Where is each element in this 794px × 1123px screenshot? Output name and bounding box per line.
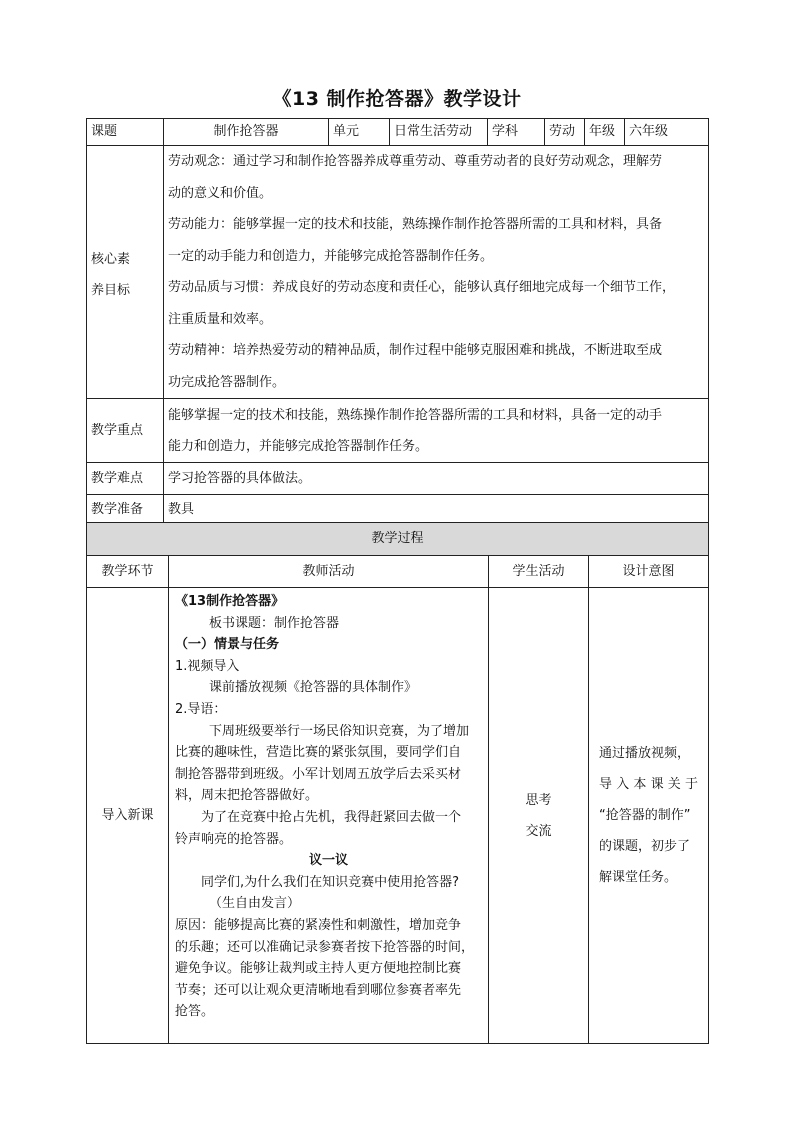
teacher-line: 铃声响亮的抢答器。 [175, 831, 293, 847]
design-line: 通过播放视频， [599, 746, 691, 761]
subject-label: 学科 [488, 119, 545, 146]
core-line: 动的意义和价值。 [168, 185, 273, 201]
core-line: 劳动能力：能够掌握一定的技术和技能，熟练操作制作抢答器所需的工具和材料，具备 [168, 217, 663, 232]
core-label [87, 146, 164, 399]
section-heading: （一）情景与任务 [175, 637, 280, 653]
subject-value: 劳动 [545, 119, 585, 146]
teacher-line: 同学们,为什么我们在知识竞赛中使用抢答器? [201, 874, 460, 890]
teacher-line: 板书课题：制作抢答器 [209, 615, 340, 631]
core-line: 一定的动手能力和创造力，并能够完成抢答器制作任务。 [168, 248, 494, 264]
student-activity [489, 588, 589, 1044]
design-line: 的课题，初步了 [599, 839, 691, 854]
grade-value: 六年级 [625, 119, 709, 146]
core-line: 注重质量和效率。 [168, 311, 273, 327]
core-label-line2: 养目标 [91, 283, 131, 298]
process-table [86, 522, 709, 1044]
teacher-activity [169, 588, 489, 1044]
col-stage-header: 教学环节 [87, 556, 169, 588]
difficulty-label: 教学难点 [87, 463, 164, 495]
core-line: 劳动观念：通过学习和制作抢答器养成尊重劳动、尊重劳动者的良好劳动观念，理解劳 [168, 154, 663, 169]
teacher-line: （生自由发言） [209, 896, 301, 912]
grade-label: 年级 [585, 119, 625, 146]
design-line: 导入本课关于 [599, 777, 699, 792]
preparation-value: 教具 [164, 495, 709, 525]
teacher-line: 节奏；还可以让观众更清晰地看到哪位参赛者率先 [175, 982, 462, 998]
key-point-content [164, 399, 709, 463]
teacher-line: 1.视频导入 [175, 658, 240, 674]
design-line: “抢答器的制作” [599, 808, 691, 823]
lesson-heading: 《13制作抢答器》 [175, 594, 285, 609]
teacher-line: 课前播放视频《抢答器的具体制作》 [209, 680, 418, 696]
design-intent [589, 588, 709, 1044]
core-goals [164, 146, 709, 399]
student-line: 交流 [525, 823, 552, 839]
unit-label: 单元 [329, 119, 390, 146]
overview-table [86, 118, 709, 525]
design-line: 解课堂任务。 [599, 870, 678, 885]
stage-cell: 导入新课 [87, 588, 169, 1044]
teacher-line: 抢答。 [175, 1004, 215, 1020]
discussion-heading: 议一议 [308, 853, 348, 869]
col-design-header: 设计意图 [589, 556, 709, 588]
teacher-line: 比赛的趣味性，营造比赛的紧张氛围，要同学们自 [175, 745, 462, 761]
teacher-line: 原因：能够提高比赛的紧凑性和刺激性，增加竞争 [175, 917, 462, 933]
teacher-line: 2.导语： [175, 701, 227, 717]
col-teacher-header: 教师活动 [169, 556, 489, 588]
difficulty-value: 学习抢答器的具体做法。 [164, 463, 709, 495]
teacher-line: 避免争议。能够让裁判或主持人更方便地控制比赛 [175, 961, 462, 977]
document-title: 《13 制作抢答器》教学设计 [272, 88, 522, 110]
col-student-header: 学生活动 [489, 556, 589, 588]
key-point-line: 能力和创造力，并能够完成抢答器制作任务。 [168, 438, 429, 454]
teacher-line: 料，周末把抢答器做好。 [175, 788, 319, 804]
teacher-line: 制抢答器带到班级。小军计划周五放学后去采买材 [175, 766, 462, 782]
student-line: 思考 [525, 792, 552, 808]
topic-value: 制作抢答器 [164, 119, 329, 146]
key-point-label: 教学重点 [87, 399, 164, 463]
core-label-line1: 核心素 [91, 252, 131, 267]
teacher-line: 的乐趣；还可以准确记录参赛者按下抢答器的时间， [175, 939, 475, 955]
unit-value: 日常生活劳动 [390, 119, 488, 146]
process-header: 教学过程 [87, 523, 709, 556]
teacher-line: 下周班级要举行一场民俗知识竞赛，为了增加 [209, 723, 470, 739]
core-line: 功完成抢答器制作。 [168, 374, 286, 390]
teacher-line: 为了在竞赛中抢占先机，我得赶紧回去做一个 [201, 809, 462, 825]
core-line: 劳动品质与习惯：养成良好的劳动态度和责任心，能够认真仔细地完成每一个细节工作， [168, 280, 676, 295]
preparation-label: 教学准备 [87, 495, 164, 525]
topic-label: 课题 [87, 119, 164, 146]
core-line: 劳动精神：培养热爱劳动的精神品质，制作过程中能够克服困难和挑战，不断进取至成 [168, 343, 663, 358]
key-point-line: 能够掌握一定的技术和技能，熟练操作制作抢答器所需的工具和材料，具备一定的动手 [168, 407, 663, 423]
